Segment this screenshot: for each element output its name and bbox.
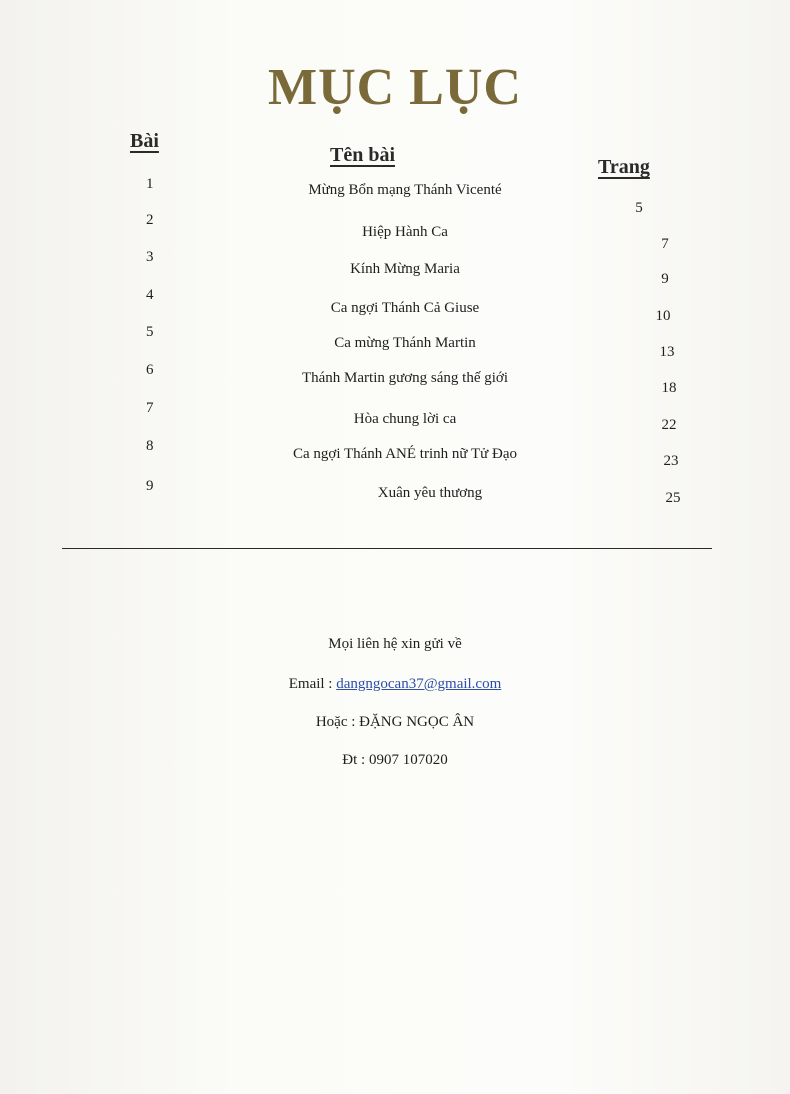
toc-title: Hiệp Hành Ca [362,224,448,240]
toc-page: 25 [665,490,681,506]
toc-page: 10 [655,308,671,324]
toc-row [0,400,790,433]
email-label: Email : [288,676,333,692]
toc-row [0,212,790,252]
toc-number: 8 [146,438,154,454]
toc-number: 1 [146,176,154,192]
toc-row [0,362,790,396]
toc-row [0,324,790,360]
toc-title: Xuân yêu thương [377,485,483,501]
toc-row [0,176,790,216]
contact-intro: Mọi liên hệ xin gửi về [328,636,462,652]
toc-title: Ca ngợi Thánh Cả Giuse [330,300,480,316]
contact-alternate: Hoặc : ĐẶNG NGỌC ÂN [315,714,475,730]
toc-number: 2 [146,212,154,228]
toc-page: 5 [635,200,643,216]
toc-page: 13 [659,344,675,360]
toc-number: 6 [146,362,154,378]
toc-row [0,287,790,324]
toc-number: 4 [146,287,154,303]
toc-title: Hòa chung lời ca [353,411,457,427]
email-link[interactable]: dangngocan37@gmail.com [336,676,502,692]
toc-number: 3 [146,249,154,265]
toc-page: 18 [661,380,677,396]
header-bai: Bài [130,130,159,152]
toc-title: Thánh Martin gương sáng thế giới [301,370,509,386]
page-title: MỤC LỤC [268,59,522,116]
toc-page: 22 [661,417,677,433]
toc-page: 9 [661,271,669,287]
toc-number: 7 [146,400,154,416]
header-ten-bai: Tên bài [330,144,396,166]
toc-page: 23 [663,453,679,469]
toc-number: 9 [146,478,154,494]
toc-page: 7 [661,236,669,252]
header-trang: Trang [598,156,650,178]
toc-title: Ca mừng Thánh Martin [334,335,476,351]
toc-title: Mừng Bổn mạng Thánh Vicenté [308,182,502,198]
toc-row [0,438,790,468]
toc-row [0,249,790,287]
toc-title: Ca ngợi Thánh ANÉ trinh nữ Tử Đạo [292,446,518,462]
toc-number: 5 [146,324,154,340]
toc-row [0,478,790,508]
contact-phone: Đt : 0907 107020 [342,752,448,768]
section-divider [62,548,712,549]
contact-email-line [0,676,790,693]
toc-title: Kính Mừng Maria [350,261,460,277]
